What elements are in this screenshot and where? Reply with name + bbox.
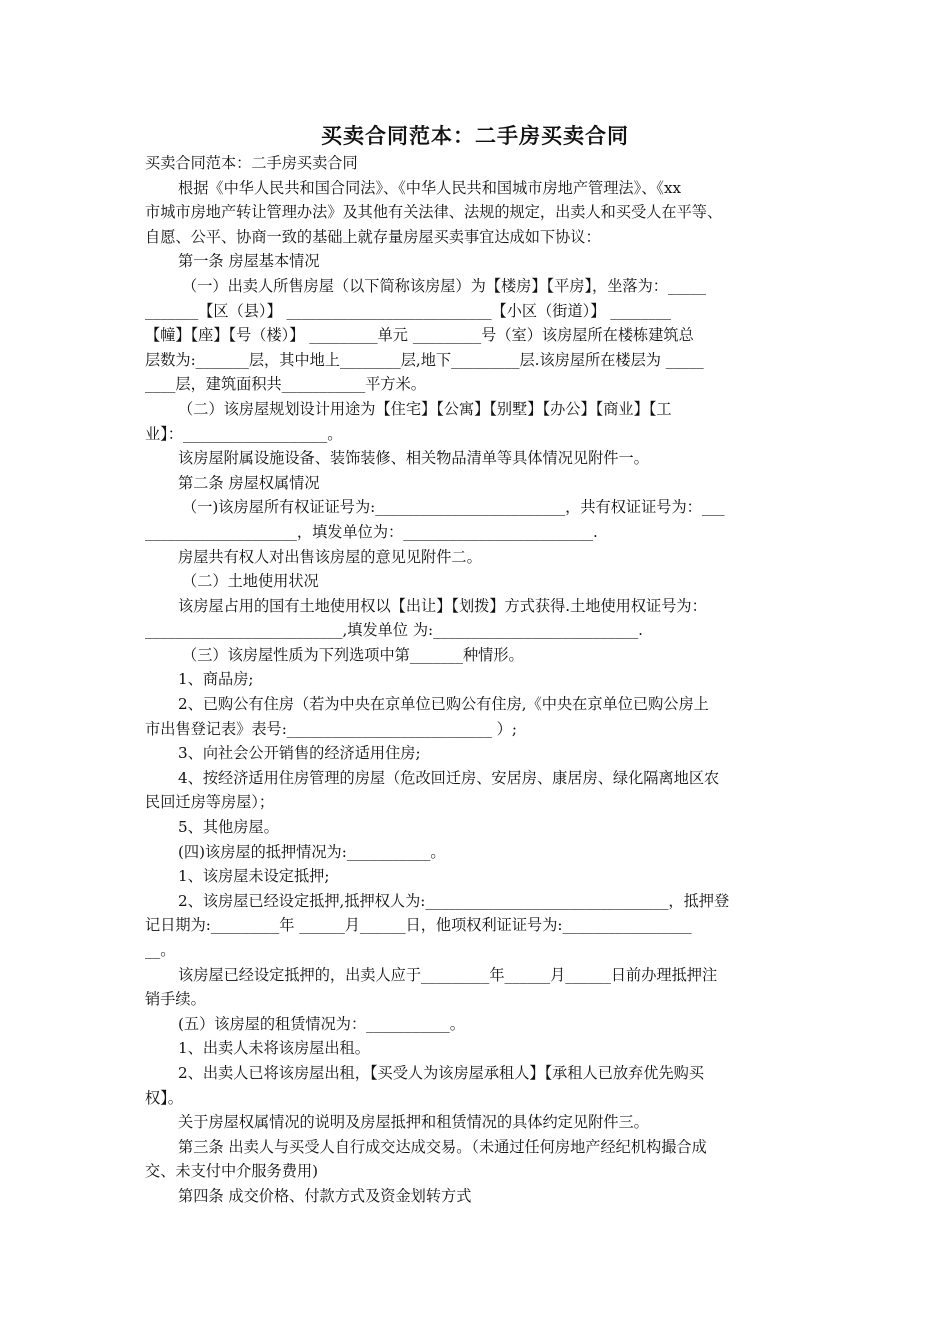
doc-line: 民回迁房等房屋）； [145,793,275,812]
doc-line: 记日期为:_________年 ______月______日，他项权利证证号为:_________________ [145,916,692,935]
doc-line: 房屋共有权人对出售该房屋的意见见附件二。 [178,547,482,566]
doc-line: 销手续。 [145,990,206,1009]
doc-line: __________________________,填发单位 为:___________________________. [145,621,644,640]
doc-line: 该房屋已经设定抵押的，出卖人应于_________年______月______日前办理抵押注 [178,965,718,984]
doc-line: （一）出卖人所售房屋（以下简称该房屋）为【楼房】【平房】，坐落为：_____ [182,276,706,295]
doc-line: 2、出卖人已将该房屋出租，【买受人为该房屋承租人】【承租人已放弃优先购买 [178,1063,705,1082]
doc-line: 3、向社会公开销售的经济适用住房; [178,744,421,763]
doc-line: 第一条 房屋基本情况 [178,252,320,271]
doc-line: 1、出卖人未将该房屋出租。 [178,1039,370,1058]
doc-line: 市出售登记表》表号:___________________________ ）; [145,719,517,738]
doc-line: 1、商品房; [178,670,254,689]
doc-line: (五）该房屋的租赁情况为：___________。 [178,1014,465,1033]
doc-line: （二）土地使用状况 [182,572,319,591]
doc-line: ____________________，填发单位为：_________________________. [145,522,598,541]
doc-line: （三）该房屋性质为下列选项中第_______种情形。 [182,645,524,664]
doc-line: 第四条 成交价格、付款方式及资金划转方式 [178,1186,472,1205]
doc-line: 第三条 出卖人与买受人自行成交达成交易。（未通过任何房地产经纪机构撮合成 [178,1137,707,1156]
doc-line: （一)该房屋所有权证证号为:_________________________，共有权证证号为：___ [182,498,725,517]
document-title: 买卖合同范本：二手房买卖合同 [321,124,629,148]
doc-line: 买卖合同范本：二手房买卖合同 [145,154,358,172]
doc-line: 权】。 [145,1088,183,1107]
doc-line: 业】：___________________。 [145,424,343,443]
doc-line: __。 [145,941,176,959]
doc-line: 关于房屋权属情况的说明及房屋抵押和租赁情况的具体约定见附件三。 [178,1113,649,1132]
doc-line: 交、未支付中介服务费用) [145,1162,318,1181]
doc-line: (四)该房屋的抵押情况为:___________。 [178,842,446,861]
doc-line: 5、其他房屋。 [178,818,279,837]
doc-line: （二）该房屋规划设计用途为【住宅】【公寓】【别墅】【办公】【商业】【工 [178,399,672,418]
doc-line: 2、该房屋已经设定抵押,抵押权人为:________________________________，抵押登 [178,891,730,910]
document-body [145,151,805,1209]
doc-line: 4、按经济适用住房管理的房屋（危改回迁房、安居房、康居房、绿化隔离地区农 [178,768,720,787]
doc-line: 该房屋附属设施设备、装饰装修、相关物品清单等具体情况见附件一。 [178,449,649,468]
doc-line: 2、已购公有住房（若为中央在京单位已购公有住房,《中央在京单位已购公房上 [178,695,709,714]
doc-line: 第二条 房屋权属情况 [178,473,320,492]
doc-line: ____层，建筑面积共___________平方米。 [145,375,426,394]
doc-line: 该房屋占用的国有土地使用权以【出让】【划拨】方式获得.土地使用权证号为： [178,596,707,615]
doc-line: 层数为:_______层，其中地上________层,地下_________层.该房屋所在楼层为 _____ [145,350,704,369]
doc-line: 市城市房地产转让管理办法》及其他有关法律、法规的规定，出卖人和买受人在平等、 [145,203,723,222]
doc-line: 自愿、公平、协商一致的基础上就存量房屋买卖事宜达成如下协议： [145,227,601,246]
doc-line: 根据《中华人民共和国合同法》、《中华人民共和国城市房地产管理法》、《xx [178,178,682,197]
doc-line: 【幢】【座】【号（楼）】 _________单元 _________号（室）该房屋所在楼栋建筑总 [145,326,694,345]
doc-line: 1、该房屋未设定抵押; [178,867,330,886]
doc-line: _______【区（县）】 ___________________________【小区（街道）】 ________ [145,301,672,320]
